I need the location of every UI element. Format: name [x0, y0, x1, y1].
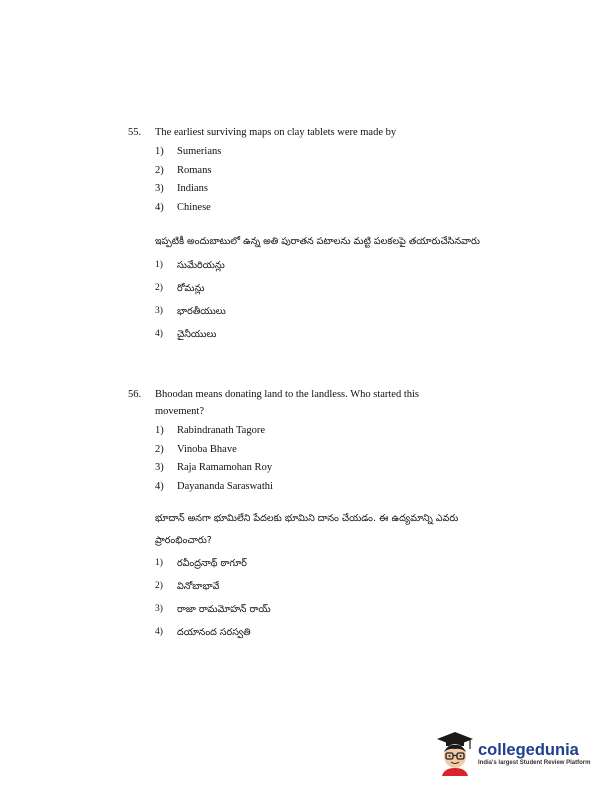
- question-56-heading: [128, 386, 558, 420]
- telugu-option-4: 4) చైనీయులు: [155, 329, 217, 340]
- brand-name: collegedunia: [478, 740, 579, 759]
- option-3: 3) Indians: [155, 183, 208, 194]
- option-2: 2) Vinoba Bhave: [155, 443, 237, 455]
- question-55-heading: [128, 124, 558, 141]
- question-number: 56.: [128, 389, 142, 400]
- option-1: 1) Rabindranath Tagore: [155, 425, 265, 436]
- telugu-option-2: 2) వినోబాభావే: [155, 581, 220, 592]
- brand-tagline: India's largest Student Review Platform: [478, 759, 591, 766]
- telugu-options: [155, 254, 558, 346]
- option-4: 4) Chinese: [155, 201, 211, 213]
- telugu-option-4: 4) దయానంద సరస్వతి: [155, 627, 251, 638]
- telugu-option-3: 3) భారతీయులు: [155, 306, 226, 317]
- collegedunia-logo: [436, 728, 596, 778]
- english-options: [155, 143, 558, 217]
- question-text: The earliest surviving maps on clay tablets were made by: [155, 127, 397, 138]
- telugu-option-1: 1) రవీంద్రనాథ్ ఠాగూర్: [155, 558, 247, 569]
- mascot-icon: [436, 730, 474, 776]
- telugu-option-2: 2) రోమన్లు: [155, 283, 205, 294]
- option-2: 2) Romans: [155, 164, 212, 176]
- question-56: [128, 386, 558, 644]
- option-1: 1) Sumerians: [155, 146, 222, 157]
- telugu-option-3: 3) రాజా రామమోహన్ రాయ్: [155, 604, 271, 615]
- question-number: 55.: [128, 127, 142, 138]
- telugu-question-text: ఇప్పటికీ అందుబాటులో ఉన్న అతి పురాతన పటాలను మట్టి పలకలపై తయారుచేసినవారు: [155, 236, 480, 247]
- question-55: [128, 124, 558, 346]
- logo-text: [478, 741, 590, 766]
- telugu-options: [155, 552, 558, 644]
- question-text: Bhoodan means donating land to the landless. Who started this movement?: [155, 389, 420, 417]
- telugu-question-text: భూదాన్ అనగా భూమిలేని పేదలకు భూమిని దానం చేయడం. ఈ ఉద్యమాన్ని ఎవరు ప్రారంభించారు?: [155, 513, 459, 546]
- option-4: 4) Dayananda Saraswathi: [155, 480, 273, 492]
- english-options: [155, 422, 558, 496]
- option-3: 3) Raja Ramamohan Roy: [155, 462, 273, 473]
- telugu-option-1: 1) సుమేరియన్లు: [155, 260, 225, 271]
